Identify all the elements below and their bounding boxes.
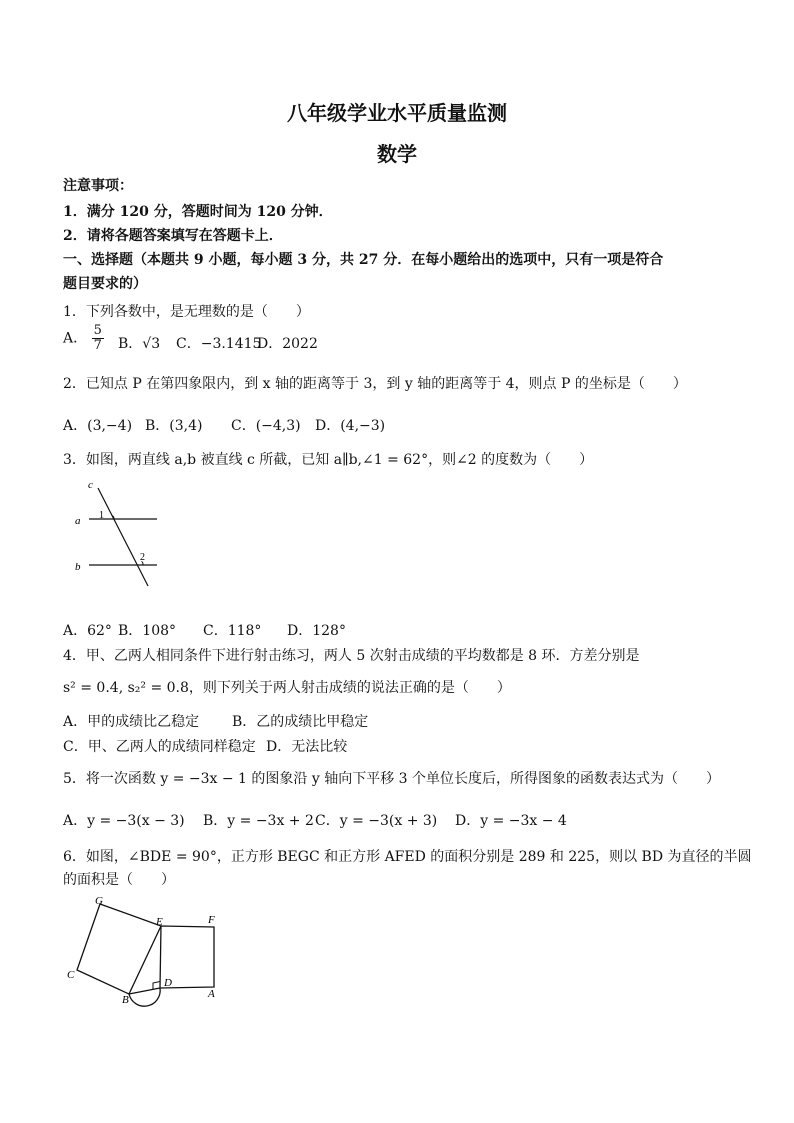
label-a: a xyxy=(75,515,81,527)
label-angle-2: 2 xyxy=(140,552,145,563)
question-1-option-b: B．√3 xyxy=(118,336,161,352)
section-heading-line2: 题目要求的） xyxy=(63,276,147,292)
exam-title: 八年级学业水平质量监测 xyxy=(287,101,507,125)
q6-squares-figure xyxy=(62,892,232,1014)
question-1-stem: 1．下列各数中，是无理数的是（ ） xyxy=(63,304,310,320)
question-3-option-b: B．108° xyxy=(118,623,177,639)
question-3-option-c: C．118° xyxy=(203,623,262,639)
label-c: C xyxy=(67,969,75,981)
question-1-option-d: D．2022 xyxy=(257,336,318,352)
q3-parallel-lines-figure xyxy=(70,480,170,592)
question-1-option-c: C．−3.1415 xyxy=(176,336,262,352)
label-b: b xyxy=(75,561,81,573)
notes-heading: 注意事项： xyxy=(63,178,133,194)
question-4-option-d: D．无法比较 xyxy=(266,739,348,755)
label-a: A xyxy=(208,988,215,1000)
label-d: D xyxy=(164,977,172,989)
question-3-stem: 3．如图，两直线 a,b 被直线 c 所截，已知 a∥b,∠1 = 62°，则∠2 的度数为（ ） xyxy=(63,452,594,468)
label-e: E xyxy=(156,916,163,928)
label-f: F xyxy=(208,914,215,926)
question-4-option-c: C．甲、乙两人的成绩同样稳定 xyxy=(63,739,256,755)
fraction-five-sevenths xyxy=(92,324,104,353)
label-g: G xyxy=(95,895,103,907)
fraction-numerator: 5 xyxy=(93,323,102,338)
question-2-option-d: D．(4,−3) xyxy=(315,418,386,434)
question-6-stem: 6．如图，∠BDE = 90°，正方形 BEGC 和正方形 AFED 的面积分别是 289 和 225，则以 BD 为直径的半圆 xyxy=(63,849,752,865)
square-begc xyxy=(77,904,161,994)
option-a-label: A． xyxy=(63,330,88,347)
question-5-option-c: C．y = −3(x + 3) xyxy=(315,813,438,829)
subject-title: 数学 xyxy=(377,142,417,166)
question-4-stem-line2: s² = 0.4, s₂² = 0.8，则下列关于两人射击成绩的说法正确的是（ ） xyxy=(63,680,511,696)
question-3-option-d: D．128° xyxy=(287,623,346,639)
question-5-option-a: A．y = −3(x − 3) xyxy=(63,813,185,829)
question-2-option-b: B．(3,4) xyxy=(145,418,203,434)
note-item-1: 1．满分 120 分，答题时间为 120 分钟． xyxy=(63,204,333,220)
transversal-c xyxy=(98,488,148,586)
question-2-stem: 2．已知点 P 在第四象限内，到 x 轴的距离等于 3，到 y 轴的距离等于 4，则点 P 的坐标是（ ） xyxy=(63,376,687,392)
segment-bd xyxy=(129,988,160,994)
question-4-option-b: B．乙的成绩比甲稳定 xyxy=(232,714,369,730)
question-5-option-b: B．y = −3x + 2 xyxy=(203,813,314,829)
label-c: c xyxy=(88,480,93,491)
question-1-option-a xyxy=(63,324,104,353)
question-4-stem: 4．甲、乙两人相同条件下进行射击练习，两人 5 次射击成绩的平均数都是 8 环．方差分别是 xyxy=(63,648,640,664)
question-6-stem-line2: 的面积是（ ） xyxy=(63,872,175,888)
question-5-option-d: D．y = −3x − 4 xyxy=(455,813,567,829)
question-2-option-c: C．(−4,3) xyxy=(231,418,301,434)
label-b: B xyxy=(122,994,129,1006)
question-4-option-a: A．甲的成绩比乙稳定 xyxy=(63,714,200,730)
question-2-option-a: A．(3,−4) xyxy=(63,418,133,434)
fraction-denominator: 7 xyxy=(93,338,102,353)
question-5-stem: 5．将一次函数 y = −3x − 1 的图象沿 y 轴向下平移 3 个单位长度后，所得图象的函数表达式为（ ） xyxy=(63,771,721,787)
note-item-2: 2．请将各题答案填写在答题卡上． xyxy=(63,228,283,244)
label-angle-1: 1 xyxy=(99,510,104,521)
section-heading-line1: 一、选择题（本题共 9 小题，每小题 3 分，共 27 分．在每小题给出的选项中，只有一项是符合 xyxy=(63,252,664,268)
question-3-option-a: A．62° xyxy=(63,623,112,639)
